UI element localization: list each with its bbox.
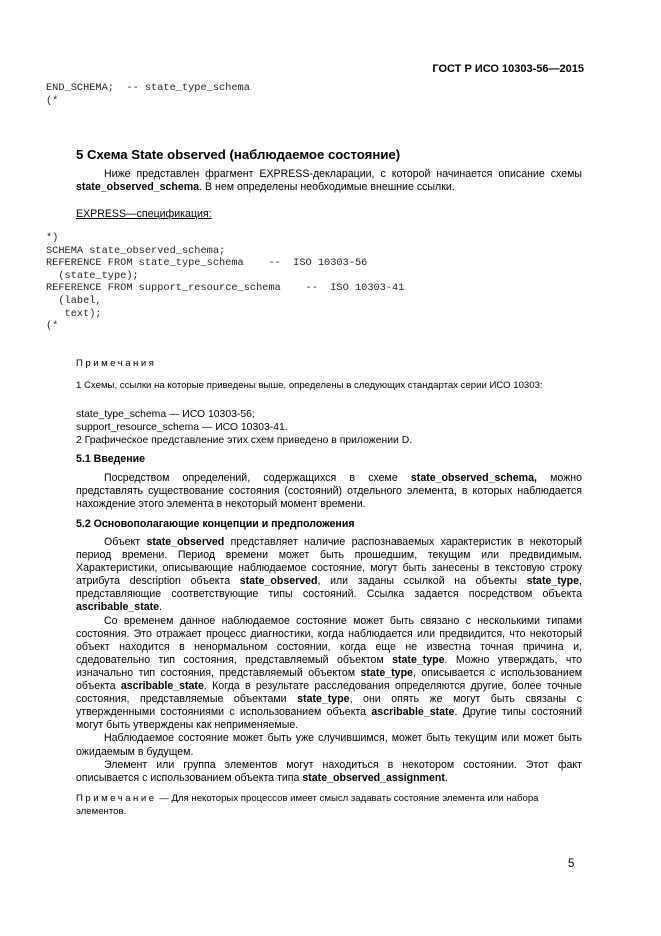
text-run: состояния, представляемые объектами bbox=[76, 693, 287, 706]
s51-line-1 bbox=[76, 472, 582, 485]
p2-line-5 bbox=[76, 667, 582, 680]
s51-word: определений, bbox=[182, 472, 251, 484]
entity-name-bold: ascribable_state bbox=[76, 601, 160, 614]
document-header: ГОСТ Р ИСО 10303-56—2015 bbox=[432, 63, 584, 75]
code-block-end-schema: END_SCHEMA; -- state_type_schema (* bbox=[46, 82, 250, 107]
s51-line-3: нахождение этого элемента в некоторый момент времени. bbox=[76, 498, 366, 511]
notes-heading: Примечания bbox=[76, 358, 157, 369]
text-run: сдедовательно тип состояния, представляемый объектом bbox=[76, 653, 384, 666]
p2-line-2: состояния. Это отражает процесс диагностики, когда наблюдается или предвидится, что некоторый bbox=[76, 627, 582, 640]
final-note-label: Примечание bbox=[76, 793, 157, 804]
text-run: , описывается с использованием bbox=[412, 666, 582, 679]
entity-name-bold: state_type bbox=[392, 653, 445, 666]
p1-line-3: Характеристики, описывающие наблюдаемое состояние, могут быть занесены в текстовую строку bbox=[76, 562, 582, 575]
note-1: 1 Схемы, ссылки на которые приведены выше, определены в следующих стандартах серии ИСО 10303: bbox=[76, 380, 543, 391]
entity-name-bold: state_observed bbox=[239, 575, 318, 588]
p2-line-1: Со временем данное наблюдаемое состояние может быть связано с несколькими типами bbox=[104, 614, 582, 627]
section-5-1-body bbox=[76, 472, 582, 511]
p2-line-4 bbox=[76, 654, 582, 667]
text-run: , bbox=[579, 575, 582, 588]
p1-line-1 bbox=[76, 536, 582, 549]
notes-ref-list bbox=[76, 408, 412, 447]
page-number: 5 bbox=[568, 858, 575, 870]
s51-word: можно bbox=[550, 472, 582, 484]
s51-word: схеме bbox=[368, 472, 398, 484]
p1-line-2: период времени. Период времени может быть прошедшим, текущим или предвидимым. bbox=[76, 549, 582, 562]
s51-word: в bbox=[349, 472, 356, 484]
text-run: утвержденными состояниями с использованием объекта bbox=[76, 706, 367, 719]
entity-name-bold: state_type bbox=[360, 666, 413, 679]
ref-state-type-schema: state_type_schema — ИСО 10303-56; bbox=[76, 409, 255, 420]
text-run: представляет наличие распознаваемых характеристик в некоторый bbox=[230, 536, 582, 548]
express-spec-label: EXPRESS—спецификация: bbox=[76, 208, 212, 220]
section-5-1-title: 5.1 Введение bbox=[76, 453, 146, 465]
code-block-schema: *) SCHEMA state_observed_schema; REFERENCE FROM state_type_schema -- ISO 10303-56 (state_type); REFERENCE FROM support_resource_schema -- ISO 10303-41 (label, text); (* bbox=[46, 232, 405, 333]
note-2: 2 Графическое представление этих схем приведено в приложении D. bbox=[76, 435, 413, 446]
entity-name-bold: ascribable_state bbox=[371, 706, 455, 719]
final-note bbox=[76, 793, 582, 818]
final-note-line-1 bbox=[76, 793, 582, 806]
section-5-2-title: 5.2 Основополагающие концепции и предположения bbox=[76, 518, 355, 530]
s51-line-2: представлять существование состояния (состояний) отдельного элемента, в которых наблюдается bbox=[76, 485, 582, 498]
p4-line-2 bbox=[76, 772, 582, 785]
s51-word: содержащихся bbox=[263, 472, 337, 484]
text-run: , или заданы ссылкой на объекты bbox=[317, 575, 517, 588]
intro-line-2 bbox=[76, 181, 582, 194]
text-run: . bbox=[159, 601, 162, 614]
entity-name-bold: state_type bbox=[526, 575, 580, 588]
text-run: . bbox=[444, 771, 448, 784]
text-run: атрибута description объекта bbox=[76, 575, 231, 588]
entity-name-bold: state_type bbox=[297, 693, 350, 706]
text-run: . Когда в результате расследования определяются другие, более точные bbox=[203, 680, 582, 693]
p2-line-8 bbox=[76, 706, 582, 719]
intro-line-1: Ниже представлен фрагмент EXPRESS-декларации, с которой начинается описание схемы bbox=[104, 168, 582, 180]
p3-line-1: Наблюдаемое состояние может быть уже случившимся, может быть текущим или может быть bbox=[104, 732, 582, 745]
p2-line-7 bbox=[76, 693, 582, 706]
text-run: . Другие типы состояний bbox=[454, 706, 582, 719]
intro-line-2-rest: . В нем определены необходимые внешние ссылки. bbox=[199, 181, 455, 194]
p2-line-3: объект находится в ненормальном состоянии, когда еще не известна точная причина и, bbox=[76, 640, 582, 653]
section-5-title: 5 Схема State observed (наблюдаемое состояние) bbox=[76, 147, 401, 162]
p2-line-9: могут быть утверждены как неприменяемые. bbox=[76, 719, 299, 732]
schema-name-bold: state_observed_schema, bbox=[410, 472, 537, 484]
text-run: Объект bbox=[104, 536, 141, 548]
text-run: описывается с использованием объекта типа bbox=[76, 771, 300, 784]
final-note-line-2: элементов. bbox=[76, 805, 127, 817]
p1-line-4 bbox=[76, 575, 582, 588]
section-5-2-body bbox=[76, 536, 582, 785]
p1-line-6 bbox=[76, 601, 582, 614]
entity-name-bold: ascribable_state bbox=[120, 680, 204, 693]
text-run: изначально тип состояния, представляемый объектом bbox=[76, 666, 356, 679]
p4-line-1: Элемент или группа элементов могут находиться в некотором состоянии. Этот факт bbox=[104, 758, 582, 771]
p1-line-5: представляющие соответствующие типы состояний. Ссылка задается посредством объекта bbox=[76, 588, 582, 601]
ref-support-resource-schema: support_resource_schema — ИСО 10303-41. bbox=[76, 422, 288, 433]
text-run: , они опять же могут быть связаны с bbox=[349, 693, 583, 706]
final-note-text: — Для некоторых процессов имеет смысл задавать состояние элемента или набора bbox=[156, 793, 539, 804]
section-5-intro bbox=[76, 168, 582, 194]
schema-name-bold: state_observed_schema bbox=[76, 181, 200, 194]
p3-line-2: ожидаемым в будущем. bbox=[76, 745, 194, 758]
entity-name-bold: state_observed_assignment bbox=[302, 771, 445, 784]
text-run: объекта bbox=[76, 680, 116, 693]
p2-line-6 bbox=[76, 680, 582, 693]
text-run: . Можно утверждать, что bbox=[444, 653, 582, 666]
s51-word: Посредством bbox=[104, 472, 170, 484]
entity-name-bold: state_observed bbox=[146, 536, 225, 548]
